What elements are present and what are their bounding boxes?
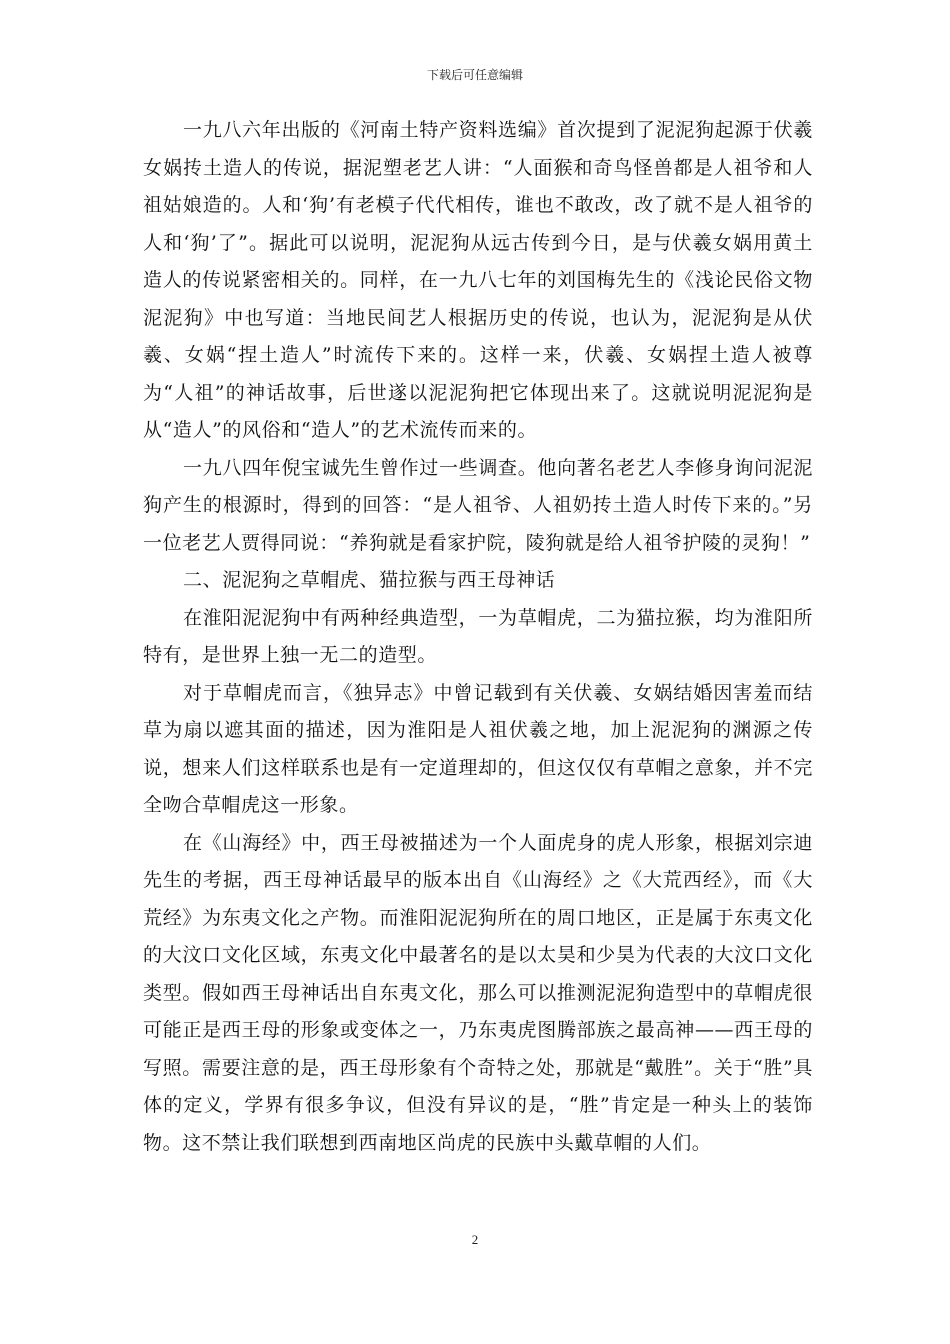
paragraph-straw-hat-tiger: 对于草帽虎而言，《独异志》中曾记载到有关伏羲、女娲结婚因害羞而结草为扇以遮其面的描述，因为淮阳是人祖伏羲之地，加上泥泥狗的渊源之传说，想来人们这样联系也是有一定道理却的，但这仅仅有草帽之意象，并不完全吻合草帽虎这一形象。 [143, 681, 813, 816]
page-header: 下载后可任意编辑 [426, 68, 523, 82]
document-body [143, 112, 813, 1162]
paragraph-classic-shapes: 在淮阳泥泥狗中有两种经典造型，一为草帽虎，二为猫拉猴，均为淮阳所特有，是世界上独一无二的造型。 [143, 606, 813, 666]
paragraph-origin-legend: 一九八六年出版的《河南土特产资料选编》首次提到了泥泥狗起源于伏羲女娲抟土造人的传说，据泥塑老艺人讲：“人面猴和奇鸟怪兽都是人祖爷和人祖姑娘造的。人和‘狗’有老模子代代相传，谁也不敢改，改了就不是人祖爷的人和‘狗’了”。据此可以说明，泥泥狗从远古传到今日，是与伏羲女娲用黄土造人的传说紧密相关的。同样，在一九八七年的刘国梅先生的《浅论民俗文物泥泥狗》中也写道：当地民间艺人根据历史的传说，也认为，泥泥狗是从伏羲、女娲“捏土造人”时流传下来的。这样一来，伏羲、女娲捏土造人被尊为“人祖”的神话故事，后世遂以泥泥狗把它体现出来了。这就说明泥泥狗是从“造人”的风俗和“造人”的艺术流传而来的。 [143, 119, 813, 441]
section-heading: 二、泥泥狗之草帽虎、猫拉猴与西王母神话 [183, 569, 556, 591]
paragraph-survey-1984: 一九八四年倪宝诚先生曾作过一些调查。他向著名老艺人李修身询问泥泥狗产生的根源时，得到的回答：“是人祖爷、人祖奶抟土造人时传下来的。”另一位老艺人贾得同说：“养狗就是看家护院，陵狗就是给人祖爷护陵的灵狗！” [143, 456, 813, 554]
page-number: 2 [471, 1232, 479, 1247]
paragraph-xiwangmu: 在《山海经》中，西王母被描述为一个人面虎身的虎人形象，根据刘宗迪先生的考据，西王母神话最早的版本出自《山海经》之《大荒西经》，而《大荒经》为东夷文化之产物。而淮阳泥泥狗所在的周口地区，正是属于东夷文化的大汶口文化区域，东夷文化中最著名的是以太昊和少昊为代表的大汶口文化类型。假如西王母神话出自东夷文化，那么可以推测泥泥狗造型中的草帽虎很可能正是西王母的形象或变体之一，乃东夷虎图腾部族之最高神——西王母的写照。需要注意的是，西王母形象有个奇特之处，那就是“戴胜”。关于“胜”具体的定义，学界有很多争议，但没有异议的是，“胜”肯定是一种头上的装饰物。这不禁让我们联想到西南地区尚虎的民族中头戴草帽的人们。 [143, 831, 813, 1154]
